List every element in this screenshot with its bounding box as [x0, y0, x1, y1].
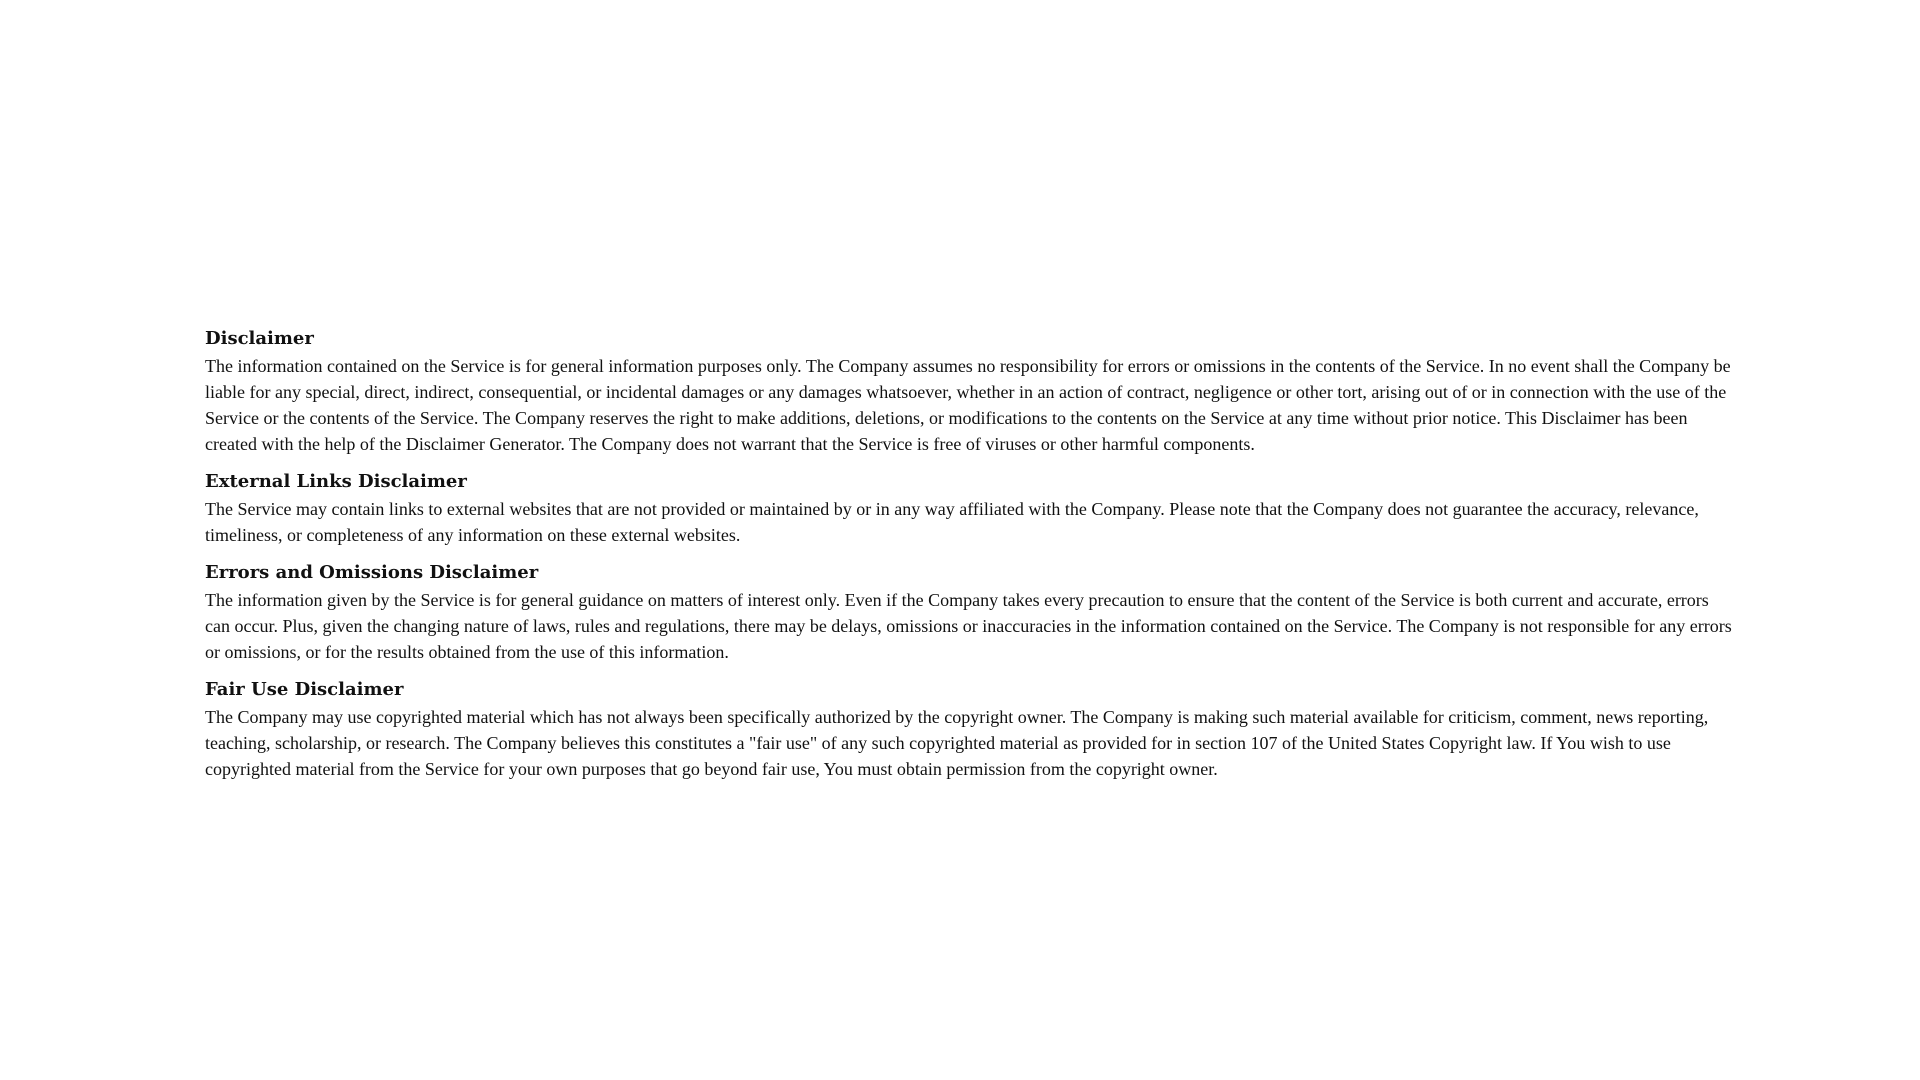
- section-title-disclaimer: Disclaimer: [205, 328, 314, 349]
- section-text-errors-omissions: The information given by the Service is for general guidance on matters of interest only. Even if the Company takes every precaution to ensure that the content of the Service is both current and accurate, errors can occur. Plus, given the changing nature of laws, rules and regulations, there may be delays, omissions or inaccuracies in the information contained on the Service. The Company is not responsible for any errors or omissions, or for the results obtained from the use of this information.: [205, 590, 1732, 662]
- disclaimer-section: [205, 328, 1735, 457]
- section-title-fair-use: Fair Use Disclaimer: [205, 679, 404, 700]
- errors-omissions-section: [205, 562, 1735, 665]
- section-text-disclaimer: The information contained on the Service is for general information purposes only. The Company assumes no responsibility for errors or omissions in the contents of the Service. In no event shall the Company be liable for any special, direct, indirect, consequential, or incidental damages or any damages whatsoever, whether in an action of contract, negligence or other tort, arising out of or in connection with the use of the Service or the contents of the Service. The Company reserves the right to make additions, deletions, or modifications to the contents on the Service at any time without prior notice. This Disclaimer has been created with the help of the Disclaimer Generator. The Company does not warrant that the Service is free of viruses or other harmful components.: [205, 356, 1731, 454]
- section-title-external-links: External Links Disclaimer: [205, 471, 467, 492]
- fair-use-section: [205, 679, 1735, 782]
- section-text-external-links: The Service may contain links to external websites that are not provided or maintained by or in any way affiliated with the Company. Please note that the Company does not guarantee the accuracy, relevance, timeliness, or completeness of any information on these external websites.: [205, 499, 1699, 545]
- disclaimer-content: [205, 328, 1735, 796]
- section-title-errors-omissions: Errors and Omissions Disclaimer: [205, 562, 539, 583]
- section-text-fair-use: The Company may use copyrighted material which has not always been specifically authorized by the copyright owner. The Company is making such material available for criticism, comment, news reporting, teaching, scholarship, or research. The Company believes this constitutes a "fair use" of any such copyrighted material as provided for in section 107 of the United States Copyright law. If You wish to use copyrighted material from the Service for your own purposes that go beyond fair use, You must obtain permission from the copyright owner.: [205, 707, 1709, 779]
- external-links-section: [205, 471, 1735, 548]
